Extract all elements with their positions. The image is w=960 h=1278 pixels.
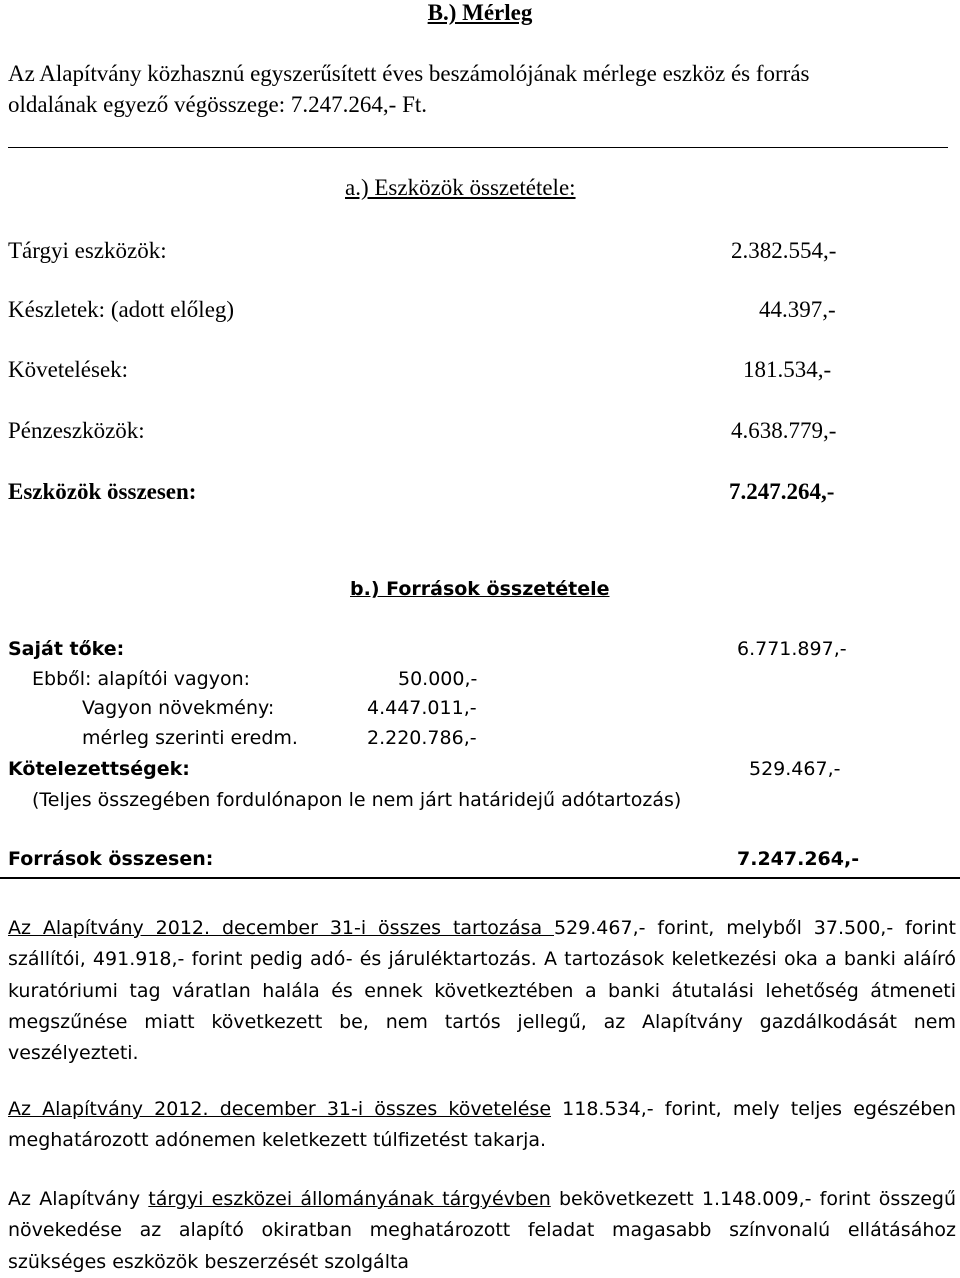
sources-total-rule bbox=[0, 877, 960, 879]
equity-result-value: 2.220.786,- bbox=[367, 727, 477, 749]
paragraph-fixed-assets bbox=[8, 1184, 956, 1278]
equity-label: Saját tőke: bbox=[8, 638, 125, 660]
paragraph-liabilities bbox=[8, 913, 956, 1069]
page-title bbox=[0, 0, 960, 26]
intro-line-1: Az Alapítvány közhasznú egyszerűsített éves beszámolójának mérlege eszköz és forrás bbox=[8, 61, 810, 86]
assets-heading bbox=[345, 175, 576, 201]
page-title-text: B.) Mérleg bbox=[427, 0, 533, 25]
sources-total-label bbox=[8, 848, 213, 870]
paragraph-liabilities-text: 529.467,- forint, melyből 37.500,- forint szállítói, 491.918,- forint pedig adó- és járuléktartozás. A tartozások keletkezési oka a banki aláíró kuratóriumi tag váratlan halála és ennek következtében a banki átutalási lehetőség átmeneti megszűnése miatt következett be, nem tartós jellegű, az Alapítvány gazdálkodását nem veszélyezteti. bbox=[8, 917, 956, 1065]
asset-label-receivables: Követelések: bbox=[8, 357, 129, 382]
paragraph-fixed-assets-text: bekövetkezett 1.148.009,- forint összegű növekedése az alapító okiratban meghatározott feladat magasabb színvonalú ellátásához szükséges eszközök beszerzését szolgálta bbox=[8, 1188, 956, 1273]
equity-founder-value: 50.000,- bbox=[398, 668, 478, 690]
assets-heading-text: a.) Eszközök összetétele: bbox=[345, 175, 576, 200]
paragraph-fixed-assets-underlined: tárgyi eszközei állományának tárgyévben bbox=[148, 1188, 551, 1210]
liabilities-value: 529.467,- bbox=[749, 758, 841, 780]
paragraph-receivables-underlined: Az Alapítvány 2012. december 31-i összes követelése bbox=[8, 1098, 552, 1120]
asset-value-receivables: 181.534,- bbox=[743, 357, 832, 382]
asset-value-tangible: 2.382.554,- bbox=[731, 238, 837, 263]
asset-label-tangible: Tárgyi eszközök: bbox=[8, 238, 167, 263]
intro-line-2: oldalának egyező végösszege: 7.247.264,- Ft. bbox=[8, 92, 427, 117]
paragraph-receivables-text: 118.534,- forint, mely teljes egészében meghatározott adónemen keletkezett túlfizetést takarja. bbox=[8, 1098, 956, 1152]
equity-growth-value: 4.447.011,- bbox=[367, 697, 477, 719]
paragraph-fixed-assets-start: Az Alapítvány bbox=[8, 1188, 149, 1210]
liabilities-label: Kötelezettségek: bbox=[8, 758, 190, 780]
sources-heading: b.) Források összetétele bbox=[350, 578, 610, 600]
sources-total-label-text: Források összesen: bbox=[8, 848, 214, 870]
paragraph-receivables bbox=[8, 1094, 956, 1157]
asset-value-cash: 4.638.779,- bbox=[731, 418, 837, 443]
equity-value: 6.771.897,- bbox=[737, 638, 847, 660]
equity-founder-label: Ebből: alapítói vagyon: bbox=[32, 668, 251, 690]
assets-total-value: 7.247.264,- bbox=[729, 479, 835, 504]
assets-total-label: Eszközök összesen: bbox=[8, 479, 197, 504]
sources-total-value: 7.247.264,- bbox=[737, 848, 860, 870]
separator-line bbox=[8, 147, 948, 148]
asset-label-cash: Pénzeszközök: bbox=[8, 418, 145, 443]
equity-result-label: mérleg szerinti eredm. bbox=[82, 727, 298, 749]
paragraph-liabilities-underlined: Az Alapítvány 2012. december 31-i összes tartozása bbox=[8, 917, 554, 939]
asset-label-inventory: Készletek: (adott előleg) bbox=[8, 297, 235, 322]
asset-value-inventory: 44.397,- bbox=[759, 297, 836, 322]
equity-growth-label: Vagyon növekmény: bbox=[82, 697, 275, 719]
liabilities-note: (Teljes összegében fordulónapon le nem járt határidejű adótartozás) bbox=[32, 789, 682, 811]
